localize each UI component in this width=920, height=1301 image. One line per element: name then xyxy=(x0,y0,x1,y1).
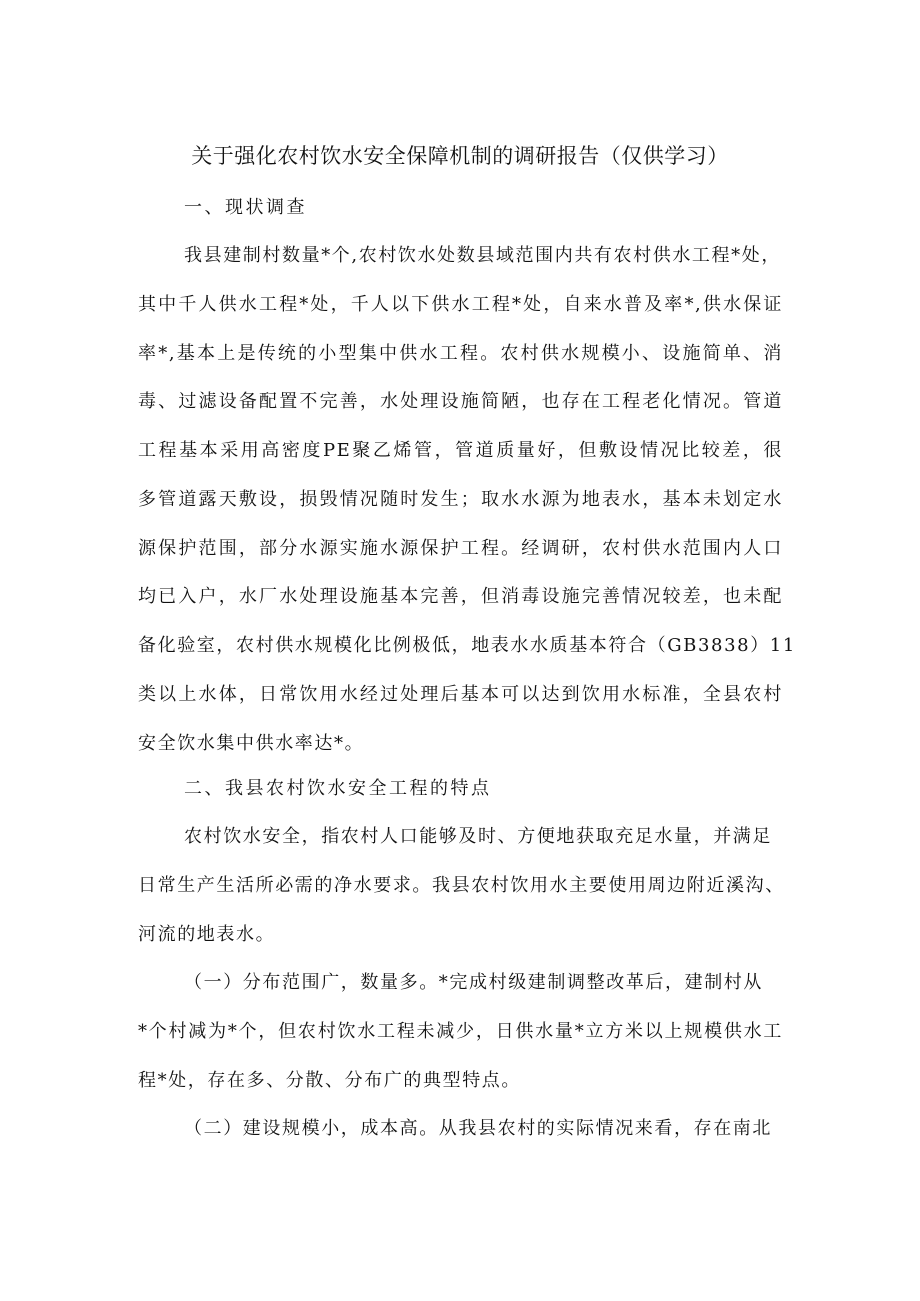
paragraph-line: 程*处，存在多、分散、分布广的典型特点。 xyxy=(138,1070,521,1091)
paragraph-line: 源保护范围，部分水源实施水源保护工程。经调研，农村供水范围内人口 xyxy=(138,538,783,559)
document-title: 关于强化农村饮水安全保障机制的调研报告（仅供学习） xyxy=(191,144,729,168)
paragraph-line: 多管道露天敷设，损毁情况随时发生；取水水源为地表水，基本未划定水 xyxy=(138,489,783,510)
paragraph-line: （二）建设规模小，成本高。从我县农村的实际情况来看，存在南北 xyxy=(184,1118,772,1139)
section-heading-1: 一、现状调查 xyxy=(184,197,307,218)
section-heading-2: 二、我县农村饮水安全工程的特点 xyxy=(184,778,492,799)
paragraph-line: 其中千人供水工程*处，千人以下供水工程*处，自来水普及率*,供水保证 xyxy=(138,294,783,315)
paragraph-line: 均已入户，水厂水处理设施基本完善，但消毒设施完善情况较差，也未配 xyxy=(138,586,783,607)
paragraph-line: 安全饮水集中供水率达*。 xyxy=(138,733,365,754)
paragraph-line: 类以上水体，日常饮用水经过处理后基本可以达到饮用水标准，全县农村 xyxy=(138,684,783,705)
paragraph-line: 日常生产生活所必需的净水要求。我县农村饮用水主要使用周边附近溪沟、 xyxy=(138,875,785,896)
paragraph-line: 我县建制村数量*个,农村饮水处数县域范围内共有农村供水工程*处， xyxy=(184,245,781,266)
paragraph-line: 河流的地表水。 xyxy=(138,924,276,945)
paragraph-line: 毒、过滤设备配置不完善，水处理设施简陋，也存在工程老化情况。管道 xyxy=(138,391,783,412)
paragraph-line: 备化验室，农村供水规模化比例极低，地表水水质基本符合（GB3838）11 xyxy=(138,635,796,656)
paragraph-line: *个村减为*个，但农村饮水工程未减少，日供水量*立方米以上规模供水工 xyxy=(138,1021,783,1042)
paragraph-line: 率*,基本上是传统的小型集中供水工程。农村供水规模小、设施简单、消 xyxy=(138,343,783,364)
paragraph-line: （一）分布范围广，数量多。*完成村级建制调整改革后，建制村从 xyxy=(184,972,763,993)
paragraph-line: 农村饮水安全，指农村人口能够及时、方便地获取充足水量，并满足 xyxy=(184,826,772,847)
paragraph-line: 工程基本采用高密度PE聚乙烯管，管道质量好，但敷设情况比较差，很 xyxy=(138,440,783,461)
